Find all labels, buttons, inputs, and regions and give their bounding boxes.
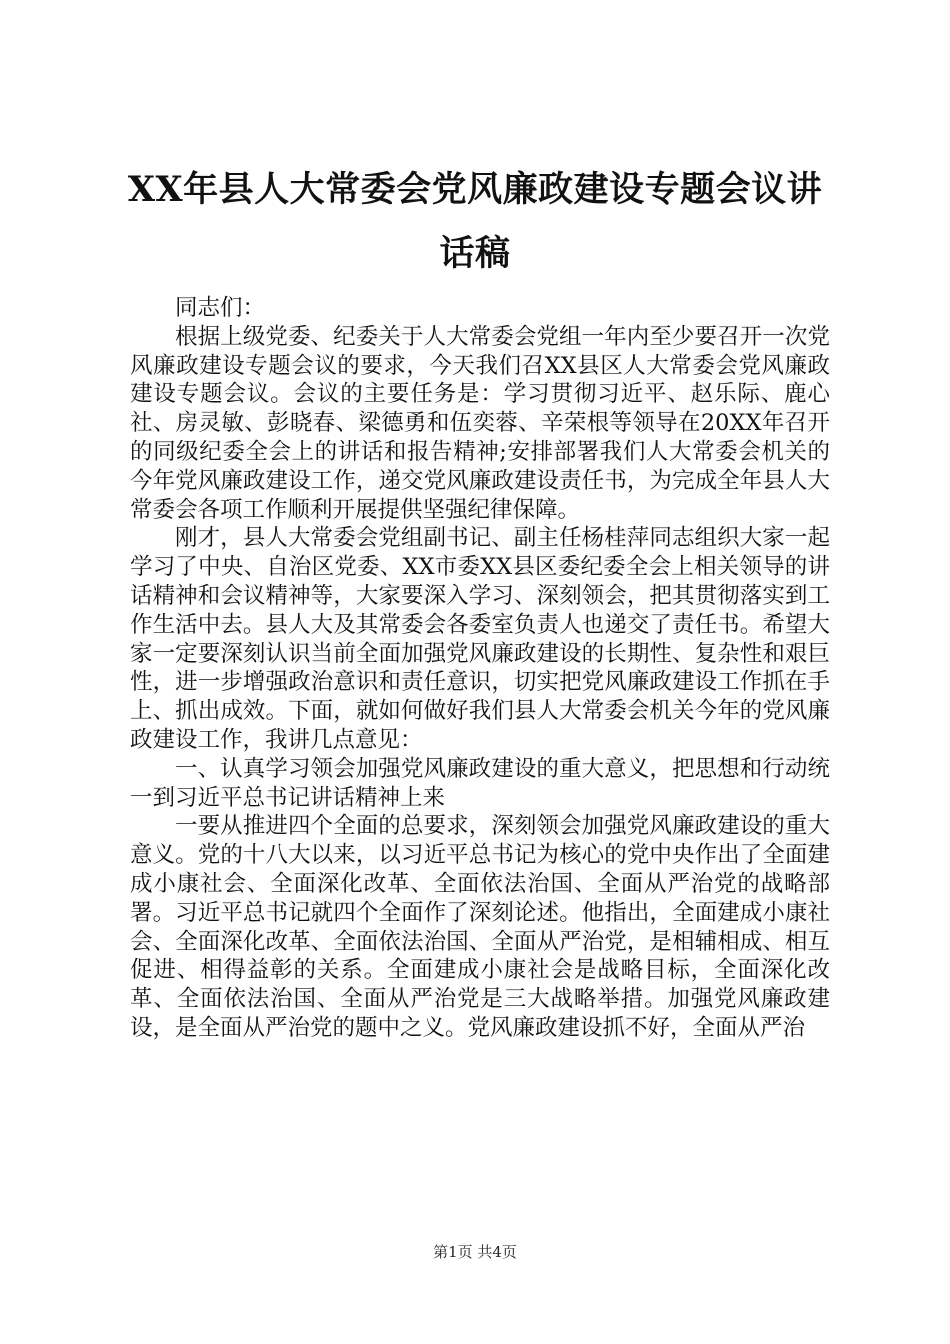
section-heading-paragraph: 一、认真学习领会加强党风廉政建设的重大意义，把思想和行动统一到习近平总书记讲话精神上来 [130,755,830,811]
body-paragraph: 刚才，县人大常委会党组副书记、副主任杨桂萍同志组织大家一起学习了中央、自治区党委、XX市委XX县区委纪委全会上相关领导的讲话精神和会议精神等，大家要深入学习、深刻领会，把其贯彻落实到工作生活中去。县人大及其常委会各委室负责人也递交了责任书。希望大家一定要深刻认识当前全面加强党风廉政建设的长期性、复杂性和艰巨性，进一步增强政治意识和责任意识，切实把党风廉政建设工作抓在手上、抓出成效。下面，就如何做好我们县人大常委会机关今年的党风廉政建设工作，我讲几点意见： [130,525,830,753]
page-number-footer: 第1页 共4页 [433,1243,517,1261]
document-body [130,294,830,1043]
salutation-paragraph: 同志们： [175,295,266,321]
body-paragraph: 一要从推进四个全面的总要求，深刻领会加强党风廉政建设的重大意义。党的十八大以来，以习近平总书记为核心的党中央作出了全面建成小康社会、全面深化改革、全面依法治国、全面从严治党的战略部署。习近平总书记就四个全面作了深刻论述。他指出，全面建成小康社会、全面深化改革、全面依法治国、全面从严治党，是相辅相成、相互促进、相得益彰的关系。全面建成小康社会是战略目标，全面深化改革、全面依法治国、全面从严治党是三大战略举措。加强党风廉政建设，是全面从严治党的题中之义。党风廉政建设抓不好，全面从严治 [130,813,830,1041]
document-title: XX年县人大常委会党风廉政建设专题会议讲话稿 [127,169,823,274]
body-paragraph: 根据上级党委、纪委关于人大常委会党组一年内至少要召开一次党风廉政建设专题会议的要求，今天我们召XX县区人大常委会党风廉政建设专题会议。会议的主要任务是：学习贯彻习近平、赵乐际、鹿心社、房灵敏、彭晓春、梁德勇和伍奕蓉、辛荣根等领导在20XX年召开的同级纪委全会上的讲话和报告精神;安排部署我们人大常委会机关的今年党风廉政建设工作，递交党风廉政建设责任书，为完成全年县人大常委会各项工作顺利开展提供坚强纪律保障。 [130,323,830,523]
